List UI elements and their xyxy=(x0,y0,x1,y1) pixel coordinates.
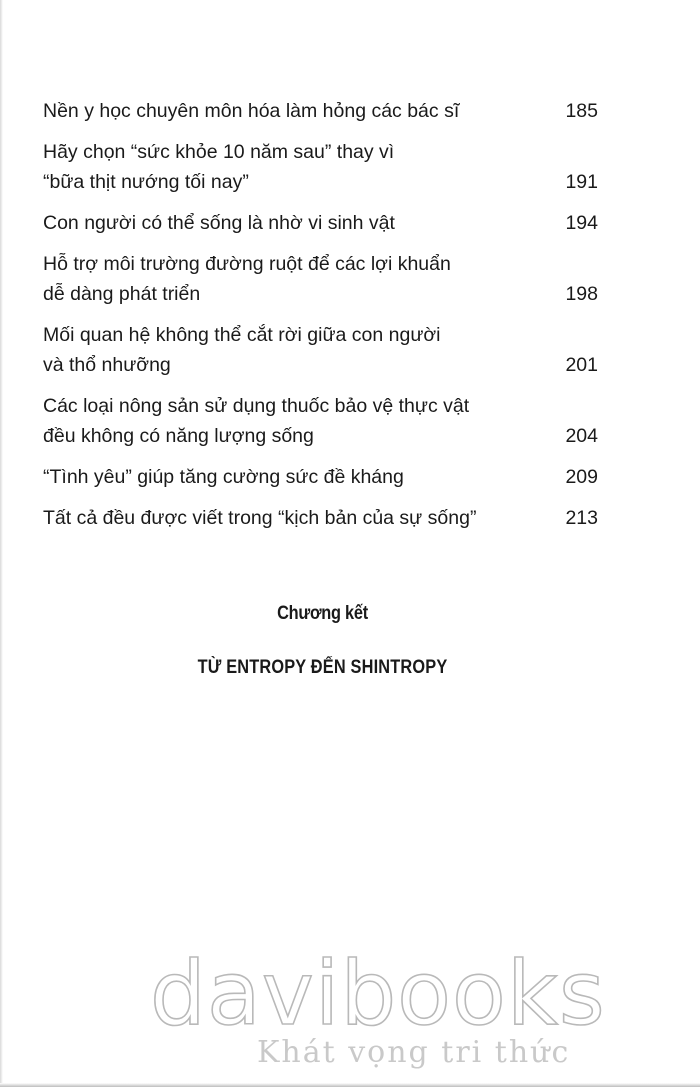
toc-entry-title xyxy=(43,208,558,238)
toc-entry-line: “bữa thịt nướng tối nay” xyxy=(43,171,249,193)
toc-entry-page-number: 213 xyxy=(565,507,598,529)
toc-entry[interactable] xyxy=(43,137,598,197)
toc-entry-title xyxy=(43,249,558,309)
publisher-watermark xyxy=(150,942,606,1070)
toc-entry-title xyxy=(43,137,558,197)
table-of-contents xyxy=(43,96,598,544)
toc-entry-line: Nền y học chuyên môn hóa làm hỏng các bác sĩ xyxy=(43,100,460,122)
toc-entry-line: Mối quan hệ không thể cắt rời giữa con người xyxy=(43,324,441,346)
toc-entry-line: “Tình yêu” giúp tăng cường sức đề kháng xyxy=(43,466,404,488)
toc-entry-line: Hỗ trợ môi trường đường ruột để các lợi khuẩn xyxy=(43,253,451,275)
toc-entry[interactable] xyxy=(43,320,598,380)
toc-entry-title xyxy=(43,503,558,533)
toc-entry-title xyxy=(43,391,558,451)
toc-entry[interactable] xyxy=(43,503,598,533)
toc-entry-line: Tất cả đều được viết trong “kịch bản của sự sống” xyxy=(43,507,477,529)
toc-entry[interactable] xyxy=(43,96,598,126)
toc-entry[interactable] xyxy=(43,391,598,451)
toc-entry-title xyxy=(43,320,558,380)
toc-entry[interactable] xyxy=(43,208,598,238)
toc-entry-page-number: 194 xyxy=(565,212,598,234)
toc-entry[interactable] xyxy=(43,462,598,492)
watermark-tagline: Khát vọng tri thức xyxy=(257,1035,571,1070)
toc-entry-page-number: 185 xyxy=(565,100,598,122)
page-bottom-shadow xyxy=(0,1083,700,1087)
toc-entry-line: dễ dàng phát triển xyxy=(43,283,201,305)
toc-entry-page-number: 204 xyxy=(565,425,598,447)
toc-entry-line: Hãy chọn “sức khỏe 10 năm sau” thay vì xyxy=(43,141,395,163)
toc-entry-line: Con người có thể sống là nhờ vi sinh vật xyxy=(43,212,395,234)
toc-entry-title xyxy=(43,96,558,126)
chapter-title: TỪ ENTROPY ĐẾN SHINTROPY xyxy=(197,657,448,678)
toc-entry-title xyxy=(43,462,558,492)
toc-entry-page-number: 209 xyxy=(565,466,598,488)
page-edge-shadow xyxy=(0,0,3,1087)
watermark-logo-text: davibooks xyxy=(150,942,606,1045)
toc-entry-line: và thổ nhưỡng xyxy=(43,354,171,376)
toc-entry-page-number: 191 xyxy=(565,171,598,193)
toc-entry-line: đều không có năng lượng sống xyxy=(43,425,314,447)
chapter-label: Chương kết xyxy=(277,603,368,624)
toc-entry[interactable] xyxy=(43,249,598,309)
toc-entry-page-number: 201 xyxy=(565,354,598,376)
toc-entry-page-number: 198 xyxy=(565,283,598,305)
toc-entry-line: Các loại nông sản sử dụng thuốc bảo vệ thực vật xyxy=(43,395,470,417)
